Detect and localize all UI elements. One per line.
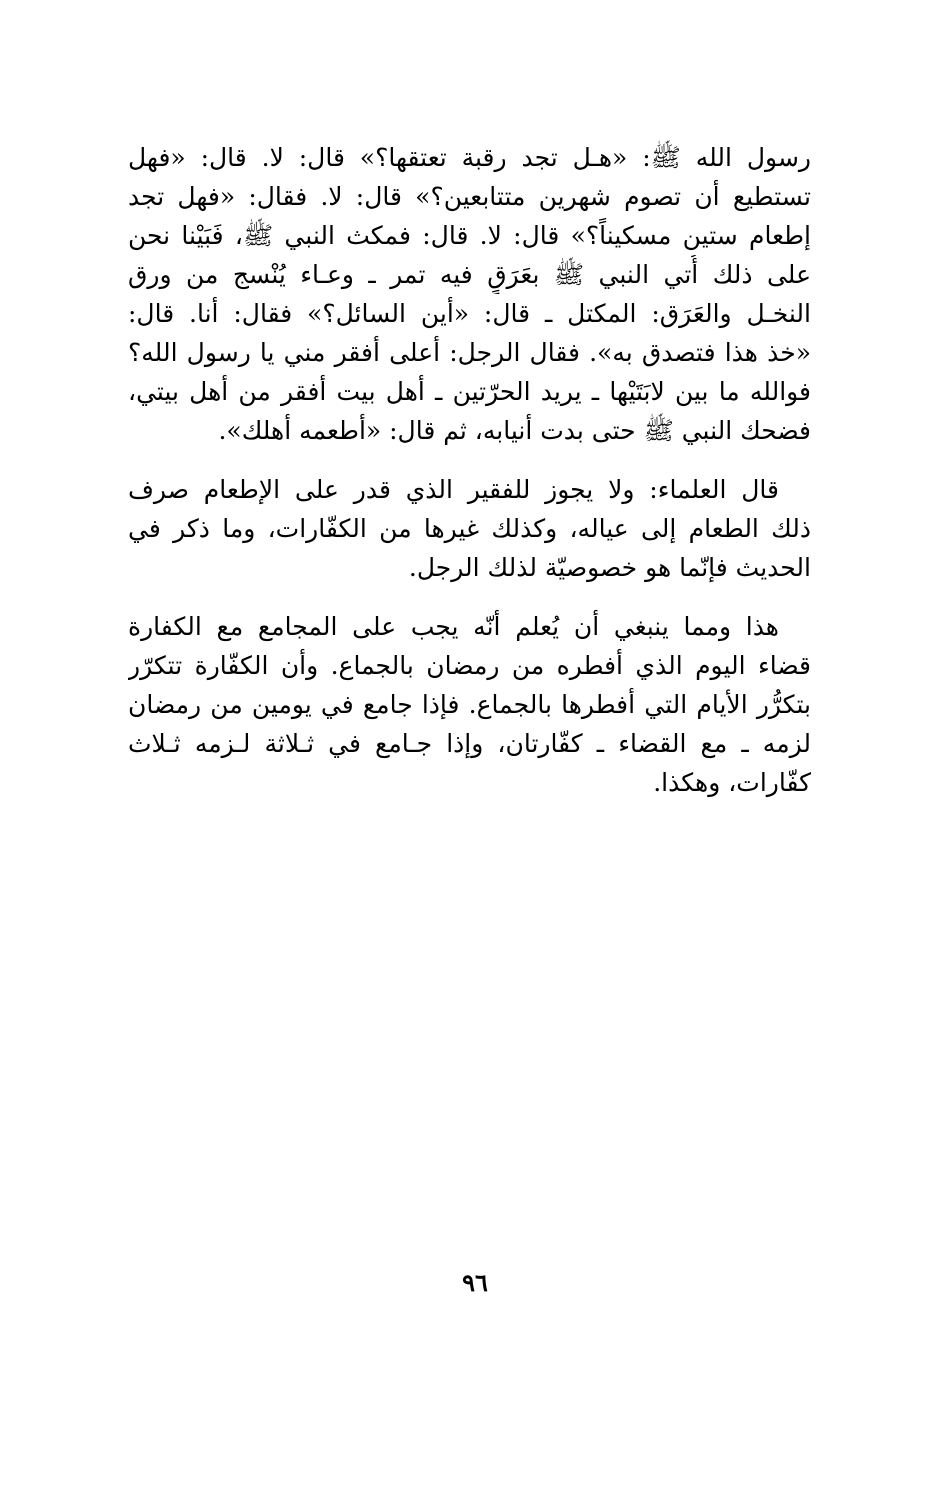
paragraph-hadith [128,138,811,450]
text-line: لزمه ـ مع القضاء ـ كفّارتان، وإذا جـامع في ثـلاثة لـزمه ثـلاث [128,729,811,758]
text-line: تستطيع أن تصوم شهرين متتابعين؟» قال: لا. فقال: «فهل تجد [128,182,811,211]
text-line: كفّارات، وهكذا. [653,768,811,797]
text-line: الحديث فإنّما هو خصوصيّة لذلك الرجل. [408,553,811,582]
page-body [128,138,811,822]
text-line: قال العلماء: ولا يجوز للفقير الذي قدر على الإطعام صرف [128,475,779,504]
text-line: على ذلك أُتي النبي ﷺ بعَرَقٍ فيه تمر ـ وعـاء يُنْسج من ورق [128,260,811,289]
text-line: فوالله ما بين لابَتَيْها ـ يريد الحرّتين ـ أهل بيت أفقر من أهل بيتي، [128,377,811,406]
text-line: بتكرُّر الأيام التي أفطرها بالجماع. فإذا جامع في يومين من رمضان [128,690,811,719]
text-line: «خذ هذا فتصدق به». فقال الرجل: أعلى أفقر مني يا رسول الله؟ [128,338,811,367]
text-line: النخـل والعَرَق: المكتل ـ قال: «أين السائل؟» فقال: أنا. قال: [128,299,811,328]
text-line: هذا ومما ينبغي أن يُعلم أنّه يجب على المجامع مع الكفارة [128,612,779,641]
text-line: ذلك الطعام إلى عياله، وكذلك غيرها من الكفّارات، وما ذكر في [128,514,811,543]
page-number: ٩٦ [462,1268,488,1297]
text-line: إطعام ستين مسكيناً؟» قال: لا. قال: فمكث النبي ﷺ، فَبَيْنا نحن [128,221,811,250]
text-line: فضحك النبي ﷺ حتى بدت أنيابه، ثم قال: «أطعمه أهلك». [218,416,811,445]
paragraph-scholars [128,470,811,587]
paragraph-expiation [128,607,811,802]
text-line: قضاء اليوم الذي أفطره من رمضان بالجماع. وأن الكفّارة تتكرّر [128,651,811,680]
text-line: رسول الله ﷺ: «هـل تجد رقبة تعتقها؟» قال: لا. قال: «فهل [128,143,811,172]
